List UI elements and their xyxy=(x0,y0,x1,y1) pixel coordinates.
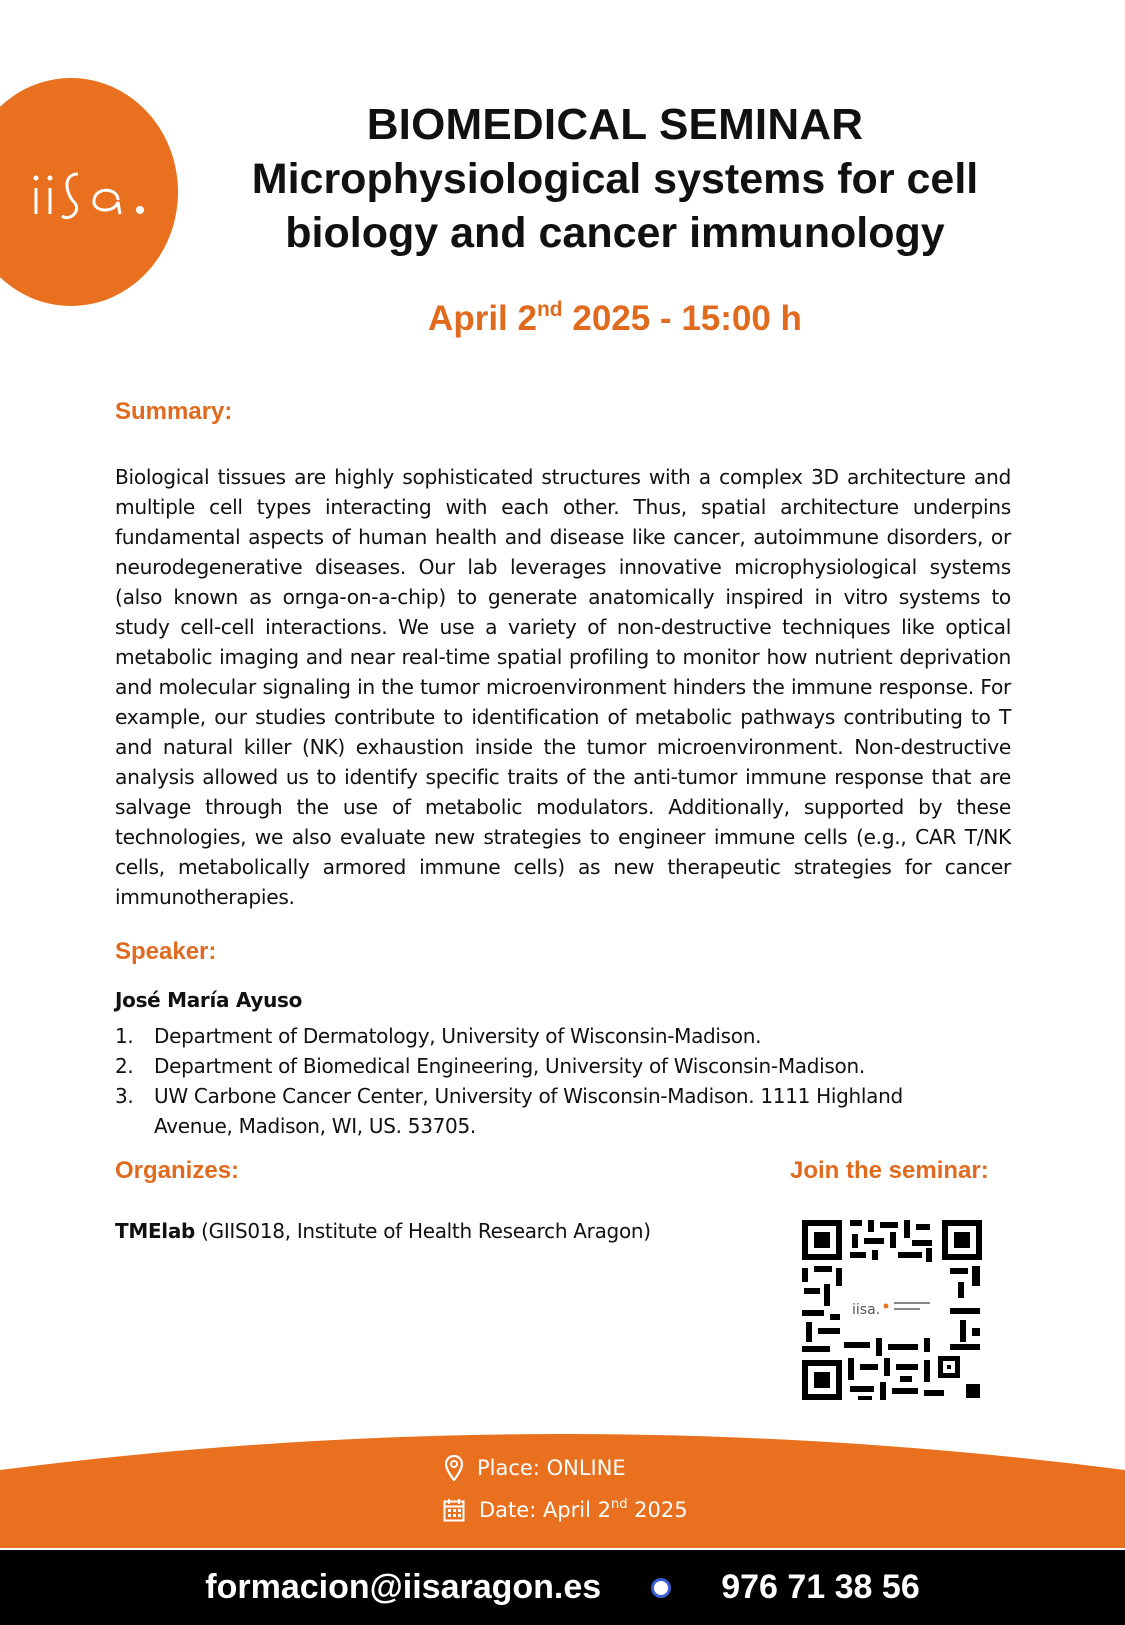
summary-text: Biological tissues are highly sophisticated structures with a complex 3D architecture and multiple cell types interacting with each other. Thus, spatial architecture underpins fundamental aspects of human health and disease like cancer, autoimmune disorders, or neurodegenerative diseases. Our lab leverages innovative microphysiological systems (also known as ornga-on-a-chip) to generate anatomically inspired in vitro systems to study cell-cell interactions. We use a variety of non-destructive techniques like optical metabolic imaging and near real-time spatial profiling to monitor how nutrient deprivation and molecular signaling in the tumor microenvironment hinders the immune response. For example, our studies contribute to identification of metabolic pathways contributing to T and natural killer (NK) exhaustion inside the tumor microenvironment. Non-destructive analysis allowed us to identify specific traits of the anti-tumor immune response that are salvage through the use of metabolic modulators. Additionally, supported by these technologies, we also evaluate new strategies to engineer immune cells (e.g., CAR T/NK cells, metabolically armored immune cells) as new therapeutic strategies for cancer immunotherapies. xyxy=(115,465,1011,909)
title-block xyxy=(195,98,1035,260)
footer-band xyxy=(0,1418,1125,1548)
location-pin-icon xyxy=(445,1455,463,1481)
qr-logo-text: iisa. xyxy=(852,1302,881,1318)
contact-phone[interactable]: 976 71 38 56 xyxy=(721,1568,920,1606)
organizer-text: TMElab (GIIS018, Institute of Health Research Aragon) xyxy=(115,1219,651,1243)
join-heading: Join the seminar: xyxy=(790,1157,989,1184)
list-item: 2. Department of Biomedical Engineering, University of Wisconsin-Madison. xyxy=(115,1054,865,1078)
list-item: 3. UW Carbone Cancer Center, University of Wisconsin-Madison. 1111 Highland Avenue, Madison, WI, US. 53705. xyxy=(115,1084,903,1138)
seminar-title-line1: Microphysiological systems for cell xyxy=(251,155,979,203)
date-row xyxy=(443,1497,688,1522)
iisa-logo-icon xyxy=(26,158,156,228)
speaker-name: José María Ayuso xyxy=(115,988,303,1012)
list-item: 1. Department of Dermatology, University of Wisconsin-Madison. xyxy=(115,1024,762,1048)
calendar-icon xyxy=(443,1498,465,1522)
qr-code-icon[interactable] xyxy=(800,1218,984,1402)
place-text: Place: ONLINE xyxy=(477,1456,626,1480)
date-text: Date: April 2nd 2025 xyxy=(479,1497,688,1522)
organizes-heading: Organizes: xyxy=(115,1157,240,1184)
summary-heading: Summary: xyxy=(115,398,233,425)
speaker-heading: Speaker: xyxy=(115,938,217,965)
affiliation-list xyxy=(115,1021,975,1141)
contact-bar xyxy=(0,1550,1125,1625)
seminar-date-time: April 2nd 2025 - 15:00 h xyxy=(428,298,802,338)
separator-dot-icon xyxy=(651,1578,671,1598)
seminar-title-line2: biology and cancer immunology xyxy=(285,209,945,257)
contact-email[interactable]: formacion@iisaragon.es xyxy=(205,1568,602,1606)
place-row xyxy=(445,1455,626,1481)
seminar-label: BIOMEDICAL SEMINAR xyxy=(366,100,864,149)
